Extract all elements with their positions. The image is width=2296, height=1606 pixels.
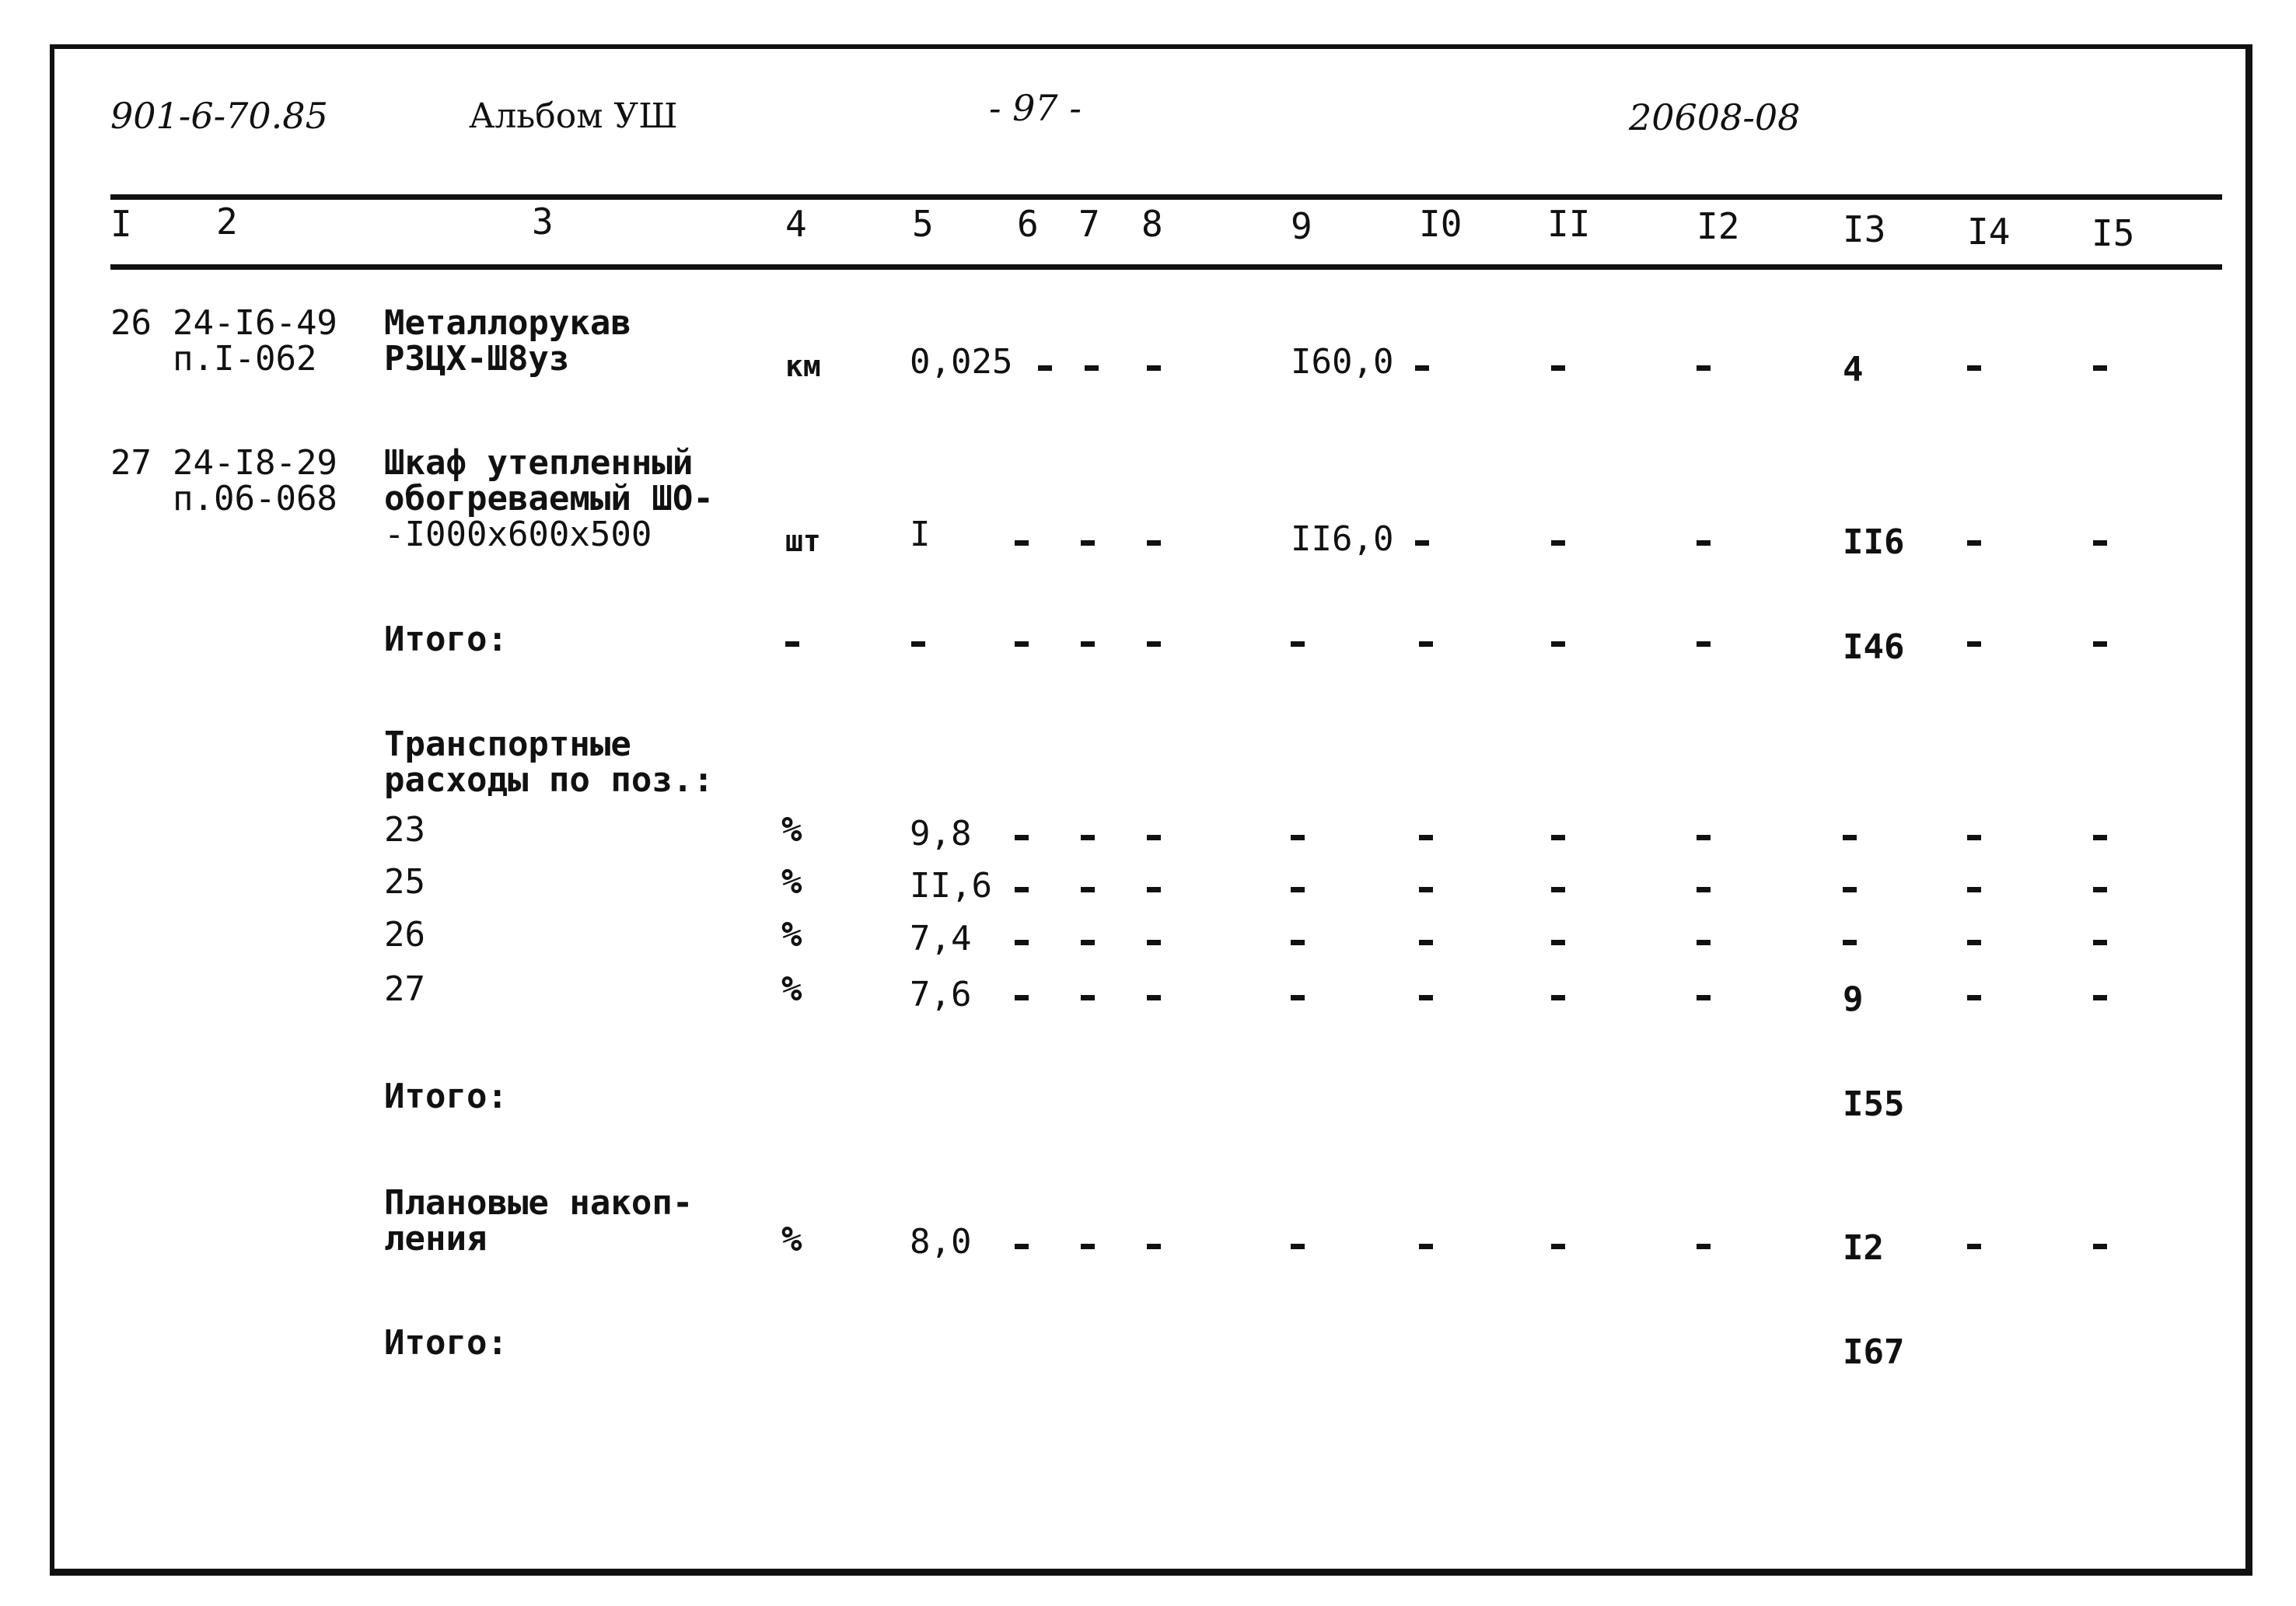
col-header: I [110, 203, 132, 245]
empty-cell-dash [2093, 540, 2107, 546]
empty-cell-dash [1085, 365, 1099, 371]
empty-cell-dash [1419, 940, 1433, 945]
page-frame [50, 44, 2252, 1576]
transport-pos: 26 [384, 915, 425, 955]
empty-cell-dash [1419, 887, 1433, 892]
col-header: 4 [785, 203, 807, 245]
empty-cell-dash [1967, 940, 1981, 945]
empty-cell-dash [1967, 887, 1981, 892]
empty-cell-dash [1697, 887, 1711, 892]
empty-cell-dash [1551, 887, 1565, 892]
row-qty: 0,025 [910, 342, 1013, 382]
col-header: 5 [912, 203, 934, 245]
empty-cell-dash [1415, 540, 1429, 546]
empty-cell-dash [1291, 940, 1305, 945]
row-col13: 4 [1843, 350, 1864, 389]
project-number: 20608-08 [1629, 96, 1801, 138]
empty-cell-dash [1419, 1244, 1433, 1249]
empty-cell-dash [1967, 641, 1981, 647]
col-header: 9 [1291, 205, 1312, 247]
empty-cell-dash [1551, 641, 1565, 647]
col-header: I3 [1843, 208, 1886, 250]
empty-cell-dash [1291, 641, 1305, 647]
section-heading: расходы по поз.: [384, 760, 714, 800]
col-header: 7 [1078, 203, 1100, 245]
album-label: Альбом УШ [469, 96, 678, 136]
row-name: -I000x600x500 [384, 515, 652, 554]
empty-cell-dash [1419, 835, 1433, 840]
col-header: I4 [1967, 211, 2011, 253]
total-label: Итого: [384, 1323, 508, 1363]
empty-cell-dash [1081, 1244, 1095, 1249]
empty-cell-dash [1147, 835, 1161, 840]
col-header: 3 [532, 201, 554, 243]
empty-cell-dash [1147, 940, 1161, 945]
percent-icon: % [781, 810, 802, 850]
empty-cell-dash [2093, 365, 2107, 371]
empty-cell-dash [1147, 365, 1161, 371]
empty-cell-dash [2093, 940, 2107, 945]
empty-cell-dash [1147, 887, 1161, 892]
empty-cell-dash [1015, 641, 1029, 647]
row-code: п.06-068 [173, 479, 337, 518]
percent-icon: % [781, 915, 802, 955]
empty-cell-dash [1551, 835, 1565, 840]
empty-cell-dash [1697, 995, 1711, 1000]
row-col13: I2 [1843, 1228, 1884, 1268]
row-name: Плановые накоп- [384, 1183, 694, 1223]
row-col9: I60,0 [1291, 342, 1394, 382]
empty-cell-dash [1967, 995, 1981, 1000]
empty-cell-dash [1291, 995, 1305, 1000]
col-header: II [1547, 203, 1591, 245]
header-rule-top [110, 194, 2222, 200]
row-name: ления [384, 1219, 488, 1259]
empty-cell-dash [1551, 940, 1565, 945]
empty-cell-dash [1147, 995, 1161, 1000]
percent-icon: % [781, 1220, 802, 1259]
row-qty: 7,4 [910, 919, 972, 958]
empty-cell-dash [1081, 995, 1095, 1000]
subtotal-value: I46 [1843, 627, 1905, 667]
empty-cell-dash [1697, 641, 1711, 647]
transport-pos: 23 [384, 810, 425, 850]
empty-cell-dash [1967, 835, 1981, 840]
empty-cell-dash [1015, 887, 1029, 892]
empty-cell-dash [1419, 641, 1433, 647]
subtotal-label: Итого: [384, 1077, 508, 1116]
empty-cell-dash [1697, 365, 1711, 371]
row-name: обогреваемый ШО- [384, 479, 714, 518]
empty-cell-dash [1081, 887, 1095, 892]
row-number: 26 [110, 303, 152, 343]
empty-cell-dash [1551, 995, 1565, 1000]
row-col13: 9 [1843, 979, 1864, 1019]
empty-cell-dash [1419, 995, 1433, 1000]
empty-cell-dash [1015, 540, 1029, 546]
empty-cell-dash [1015, 995, 1029, 1000]
row-qty: 8,0 [910, 1222, 972, 1262]
empty-cell-dash [1081, 540, 1095, 546]
row-qty: 7,6 [910, 975, 972, 1014]
empty-cell-dash [1147, 540, 1161, 546]
empty-cell-dash [1551, 1244, 1565, 1249]
empty-cell-dash [1015, 835, 1029, 840]
row-code: п.I-062 [173, 339, 317, 379]
transport-pos: 27 [384, 969, 425, 1009]
col-header: 8 [1141, 203, 1163, 245]
doc-code: 901-6-70.85 [110, 95, 328, 137]
empty-cell-dash [911, 641, 925, 647]
row-col13: II6 [1843, 522, 1905, 562]
row-qty: I [910, 515, 931, 554]
col-header: I0 [1419, 203, 1463, 245]
empty-cell-dash [1291, 1244, 1305, 1249]
row-col9: II6,0 [1291, 519, 1394, 559]
empty-cell-dash [2093, 995, 2107, 1000]
page-number: - 97 - [989, 87, 1082, 129]
subtotal-value: I55 [1843, 1084, 1905, 1124]
row-qty: 9,8 [910, 814, 972, 854]
empty-cell-dash [1147, 1244, 1161, 1249]
empty-cell-dash [1015, 940, 1029, 945]
empty-cell-dash [1843, 835, 1857, 840]
header-rule-bottom [110, 264, 2222, 270]
empty-cell-dash [1697, 835, 1711, 840]
empty-cell-dash [1415, 365, 1429, 371]
empty-cell-dash [1967, 540, 1981, 546]
empty-cell-dash [1015, 1244, 1029, 1249]
percent-icon: % [781, 969, 802, 1009]
empty-cell-dash [1697, 540, 1711, 546]
empty-cell-dash [1081, 641, 1095, 647]
col-header: I2 [1697, 205, 1740, 247]
empty-cell-dash [1551, 365, 1565, 371]
row-code: 24-I6-49 [173, 303, 337, 343]
row-code: 24-I8-29 [173, 443, 337, 483]
row-unit: шт [785, 524, 821, 558]
col-header: 2 [216, 201, 238, 243]
row-unit: км [785, 349, 821, 383]
empty-cell-dash [1967, 365, 1981, 371]
empty-cell-dash [1147, 641, 1161, 647]
col-header: I5 [2092, 212, 2135, 254]
empty-cell-dash [1291, 887, 1305, 892]
section-heading: Транспортные [384, 724, 631, 764]
empty-cell-dash [1843, 887, 1857, 892]
row-qty: II,6 [910, 866, 992, 906]
empty-cell-dash [1843, 940, 1857, 945]
transport-pos: 25 [384, 862, 425, 902]
col-header: 6 [1017, 203, 1039, 245]
empty-cell-dash [1697, 940, 1711, 945]
empty-cell-dash [2093, 641, 2107, 647]
empty-cell-dash [1697, 1244, 1711, 1249]
empty-cell-dash [1038, 365, 1052, 371]
subtotal-label: Итого: [384, 620, 508, 659]
empty-cell-dash [1081, 835, 1095, 840]
empty-cell-dash [785, 641, 799, 647]
row-name: РЗЦХ-Ш8уз [384, 339, 570, 379]
total-value: I67 [1843, 1332, 1905, 1372]
empty-cell-dash [2093, 835, 2107, 840]
percent-icon: % [781, 862, 802, 902]
empty-cell-dash [1081, 940, 1095, 945]
row-name: Металлорукав [384, 303, 631, 343]
row-number: 27 [110, 443, 152, 483]
empty-cell-dash [2093, 1244, 2107, 1249]
row-name: Шкаф утепленный [384, 443, 694, 483]
empty-cell-dash [1291, 835, 1305, 840]
empty-cell-dash [1551, 540, 1565, 546]
empty-cell-dash [2093, 887, 2107, 892]
empty-cell-dash [1967, 1244, 1981, 1249]
